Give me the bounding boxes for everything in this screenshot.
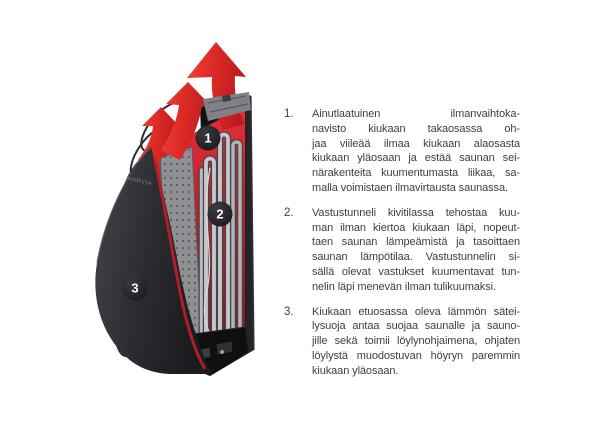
feature-line: jaa viileää ilmaa kiukaan alaosasta: [312, 137, 520, 150]
heating-elements: [202, 134, 241, 348]
feature-line: man ilman kiertoa kiukaan läpi, nopeut-: [312, 221, 520, 234]
feature-line: saunan lämpötilaa. Vastustunnelin si-: [312, 251, 520, 264]
callout-number-3: 3: [131, 280, 139, 296]
feature-line: navisto kiukaan takaosassa oh-: [312, 122, 520, 135]
feature-line: taen saunan lämpeämistä ja tasoittaen: [312, 236, 520, 249]
callout-number-2: 2: [216, 206, 224, 222]
feature-text: [312, 305, 520, 379]
callout-badge-2: [208, 202, 233, 227]
brand-logo-text: HARVIA: [126, 176, 153, 188]
feature-line: närakenteita kuumentumasta liikaa, sa-: [312, 167, 520, 180]
feature-item: [284, 107, 520, 196]
callout-number-1: 1: [204, 130, 212, 146]
feature-line: Ainutlaatuinen ilmanvaihtoka-: [312, 108, 520, 120]
feature-line: kiukaan yläosaan.: [312, 364, 399, 377]
feature-item: [284, 305, 520, 379]
feature-line: lysuoja antaa suojaa saunalle ja sauno-: [312, 320, 520, 333]
feature-item: [284, 206, 520, 295]
feature-number: 3.: [284, 305, 294, 318]
feature-line: sällä olevat vastukset kuumentavat tun-: [312, 265, 520, 278]
feature-list: [284, 107, 520, 389]
feature-line: malla voimistaen ilmavirtausta saunassa.: [312, 181, 508, 194]
feature-line: jille sekä toimii löylynohjaimena, ohjaten: [312, 335, 520, 348]
feature-number: 2.: [284, 206, 294, 219]
feature-line: kiukaan yläosaan ja estää saunan sei-: [312, 152, 520, 165]
callout-badge-1: [196, 126, 221, 151]
feature-line: nelin läpi menevän ilman tulikuumaksi.: [312, 280, 496, 293]
feature-line: Vastustunneli kivitilassa tehostaa kuu-: [312, 206, 520, 219]
callout-badge-3: [123, 276, 148, 301]
feature-number: 1.: [284, 108, 294, 120]
feature-line: Kiukaan etuosassa oleva lämmön sätei-: [312, 305, 520, 318]
feature-line: löylystä muodostuvan höyryn paremmin: [312, 349, 520, 362]
feature-text: [312, 206, 520, 295]
feature-text: [312, 107, 520, 196]
